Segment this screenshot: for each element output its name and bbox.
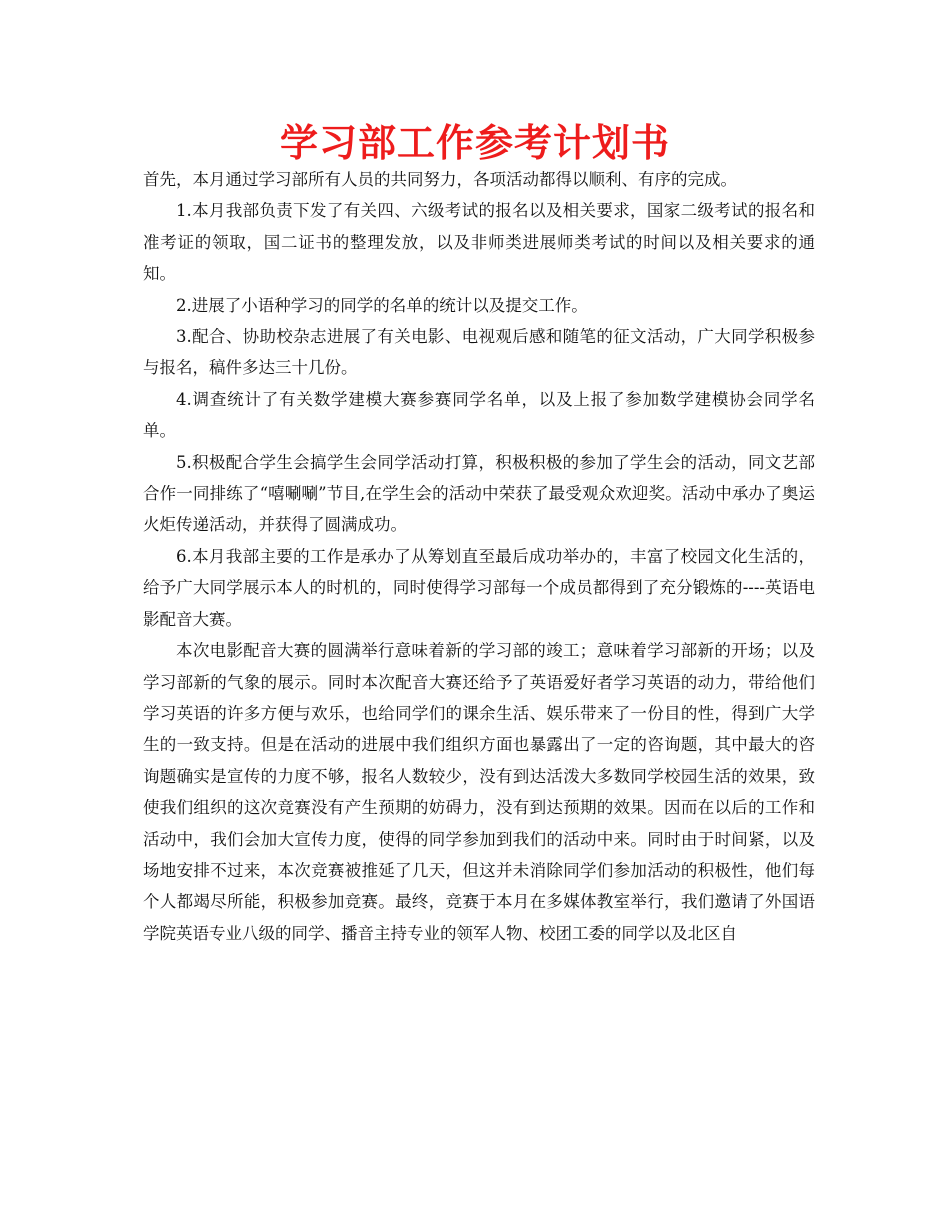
paragraph-item-1: 1.本月我部负责下发了有关四、六级考试的报名以及相关要求，国家二级考试的报名和准考证的领取，国二证书的整理发放，以及非师类进展师类考试的时间以及相关要求的通知。 (143, 201, 815, 284)
document-title: 学习部工作参考计划书 (279, 121, 670, 165)
paragraph-item-2: 2.进展了小语种学习的同学的名单的统计以及提交工作。 (176, 295, 588, 315)
paragraph-item-6: 6.本月我部主要的工作是承办了从筹划直至最后成功举办的，丰富了校园文化生活的，给予广大同学展示本人的时机的，同时使得学习部每一个成员都得到了充分锻炼的----英语电影配音大赛。 (143, 546, 815, 629)
document-body (143, 164, 815, 949)
paragraph-intro: 首先，本月通过学习部所有人员的共同努力，各项活动都得以顺利、有序的完成。 (143, 170, 737, 189)
paragraph-item-4: 4.调查统计了有关数学建模大赛参赛同学名单，以及上报了参加数学建模协会同学名单。 (143, 389, 815, 441)
paragraph-item-3: 3.配合、协助校杂志进展了有关电影、电视观后感和随笔的征文活动，广大同学积极参与报名，稿件多达三十几份。 (143, 327, 815, 378)
paragraph-item-5: 5.积极配合学生会搞学生会同学活动打算，积极积极的参加了学生会的活动，同文艺部合作一同排练了“嘻唰唰”节目,在学生会的活动中荣获了最受观众欢迎奖。活动中承办了奥运火炬传递活动，并获得了圆满成功。 (143, 452, 815, 535)
paragraph-summary: 本次电影配音大赛的圆满举行意味着新的学习部的竣工；意味着学习部新的开场；以及学习部新的气象的展示。同时本次配音大赛还给予了英语爱好者学习英语的动力，带给他们学习英语的许多方便与欢乐，也给同学们的课余生活、娱乐带来了一份目的性，得到广大学生的一致支持。但是在活动的进展中我们组织方面也暴露出了一定的咨询题，其中最大的咨询题确实是宣传的力度不够，报名人数较少，没有到达活泼大多数同学校园生活的效果，致使我们组织的这次竞赛没有产生预期的妨碍力，没有到达预期的效果。因而在以后的工作和活动中，我们会加大宣传力度，使得的同学参加到我们的活动中来。同时由于时间紧，以及场地安排不过来，本次竞赛被推延了几天，但这并未消除同学们参加活动的积极性，他们每个人都竭尽所能，积极参加竞赛。最终，竞赛于本月在多媒体教室举行，我们邀请了外国语学院英语专业八级的同学、播音主持专业的领军人物、校团工委的同学以及北区自 (143, 641, 815, 943)
